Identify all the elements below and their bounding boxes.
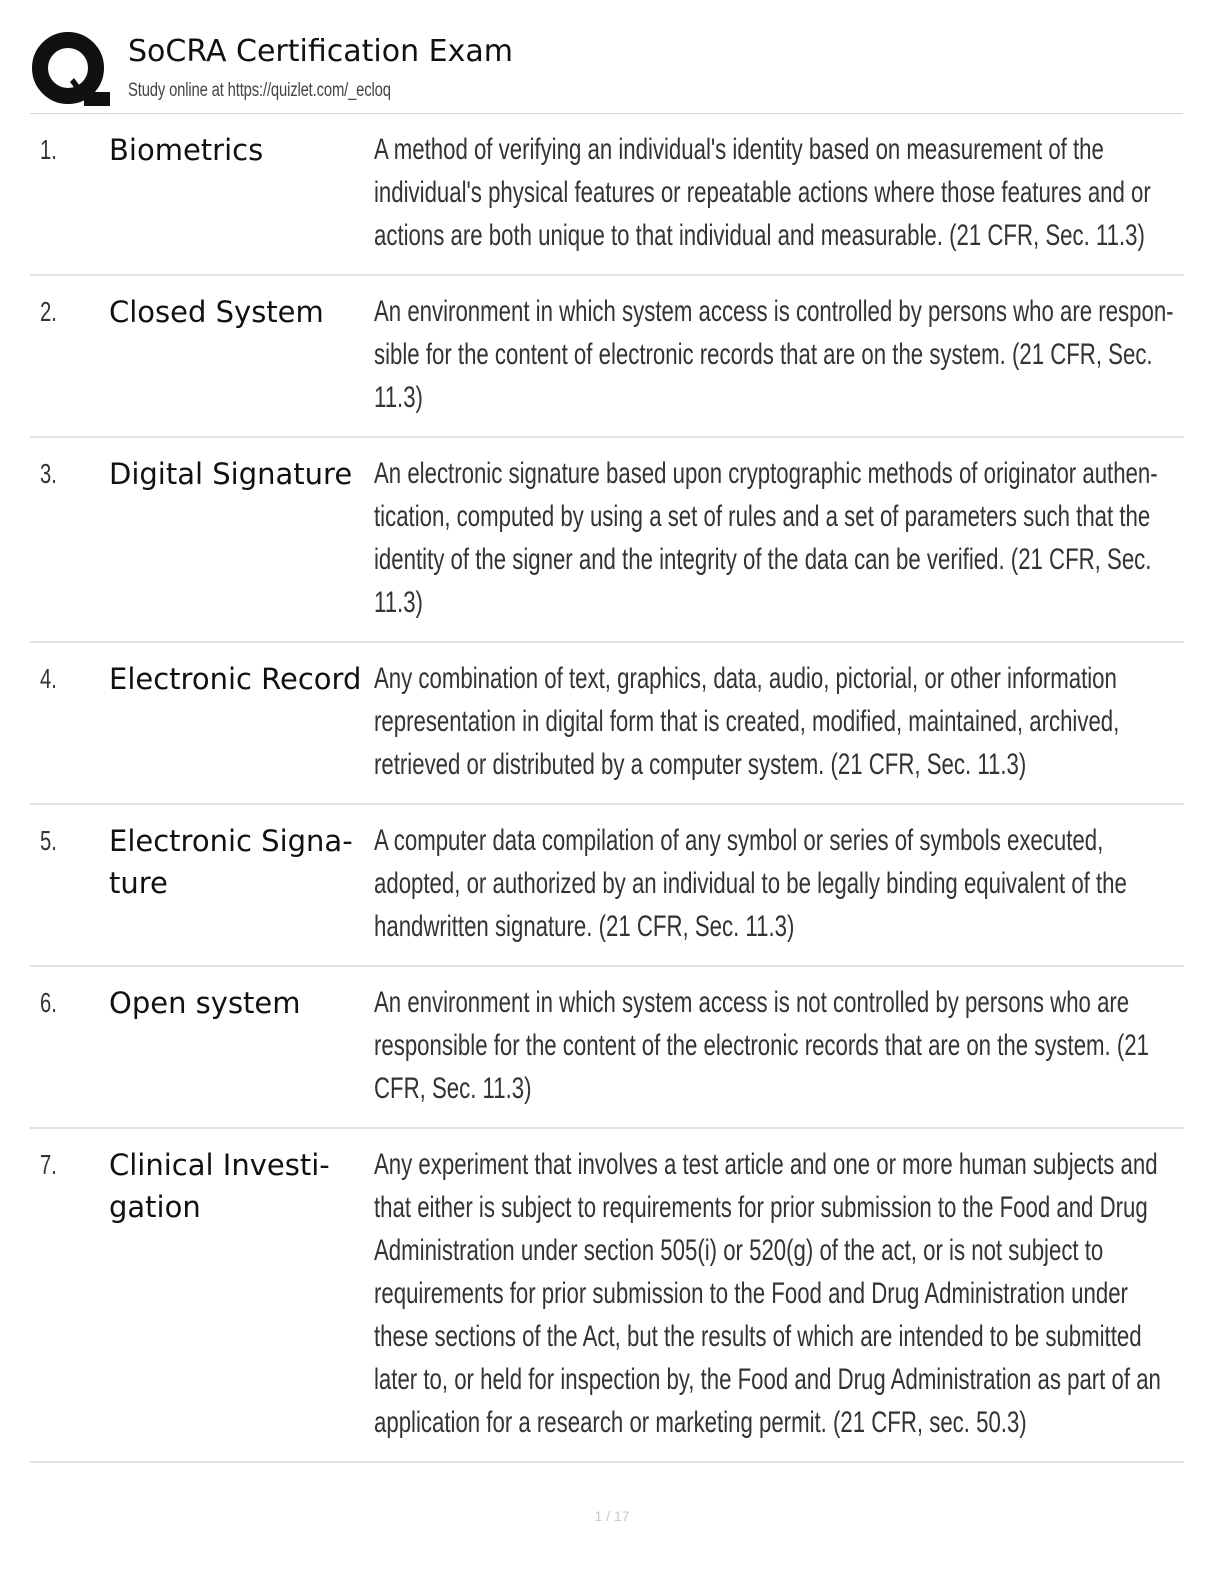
page-title: SoCRA Certification Exam: [128, 34, 513, 69]
term-number: 4.: [40, 663, 57, 694]
term-word: Biometrics: [109, 133, 264, 167]
term-number: 3.: [40, 458, 57, 489]
term-number: 1.: [40, 134, 57, 165]
term-row: [30, 276, 1184, 438]
term-number: 7.: [40, 1149, 57, 1180]
term-row: [30, 967, 1184, 1129]
term-row: [30, 114, 1184, 276]
term-definition: A computer data compilation of any symbol or series of symbols executed, adopted, or authorized by an individual to be legally binding equivalent of the handwritten signature. (21 CFR, Sec. 11.3): [374, 824, 1127, 943]
term-definition: Any experiment that involves a test article and one or more human subjects and that either is subject to requirements for prior submission to the Food and Drug Administration under section 505(i) or 520(g) of the act, or is not subject to requirements for prior submission to the Food and Drug Administration under these sections of the Act, but the results of which are intended to be submitted later to, or held for inspection by, the Food and Drug Administration as part of an application for a research or marketing permit. (21 CFR, sec. 50.3): [374, 1148, 1161, 1439]
term-word: Electronic Record: [109, 662, 362, 696]
term-row: [30, 805, 1184, 967]
term-word: Electronic Signa- ture: [109, 824, 353, 900]
term-row: [30, 438, 1184, 643]
term-word: Open system: [109, 986, 301, 1020]
quizlet-logo-icon: [30, 30, 110, 110]
term-number: 2.: [40, 296, 57, 327]
term-definition: A method of verifying an individual's identity based on measurement of the individual's physical features or repeatable actions where those features and or actions are both unique to that individual and measurable. (21 CFR, Sec. 11.3): [374, 133, 1151, 252]
term-definition: An environment in which system access is not controlled by persons who are responsible for the content of the electronic records that are on the system. (21 CFR, Sec. 11.3): [374, 986, 1149, 1105]
term-number: 6.: [40, 987, 57, 1018]
term-row: [30, 643, 1184, 805]
term-definition: An environment in which system access is controlled by persons who are respon- sible for the content of electronic records that are on the system. (21 CFR, Sec. 11.3): [374, 295, 1174, 414]
page-number: 1 / 17: [594, 1508, 630, 1524]
term-word: Closed System: [109, 295, 324, 329]
study-link[interactable]: Study online at https://quizlet.com/_ecloq: [128, 80, 391, 101]
term-word: Clinical Investi- gation: [109, 1148, 330, 1224]
term-number: 5.: [40, 825, 57, 856]
term-row: [30, 1129, 1184, 1463]
terms-list: [30, 114, 1184, 1463]
term-definition: Any combination of text, graphics, data, audio, pictorial, or other information representation in digital form that is created, modified, maintained, archived, retrieved or distributed by a computer system. (21 CFR, Sec. 11.3): [374, 662, 1120, 781]
term-word: Digital Signature: [109, 457, 353, 491]
page-header: [30, 28, 1183, 114]
term-definition: An electronic signature based upon cryptographic methods of originator authen- tication, computed by using a set of rules and a set of parameters such that the identity of the signer and the integrity of the data can be verified. (21 CFR, Sec. 11.3): [374, 457, 1158, 619]
